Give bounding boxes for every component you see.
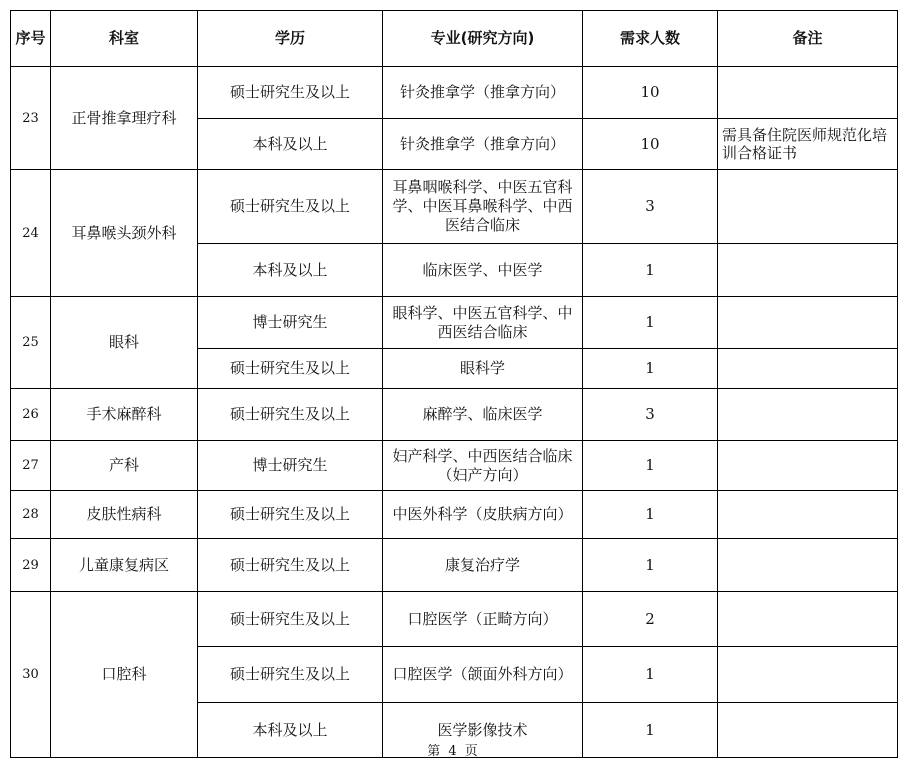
headcount: 10: [583, 67, 718, 119]
education: 硕士研究生及以上: [198, 67, 383, 119]
headcount: 2: [583, 592, 718, 647]
row-number: 27: [11, 441, 51, 491]
note: [718, 67, 898, 119]
table-row: [11, 592, 898, 647]
page-number: 第 4 页: [427, 744, 480, 759]
row-number: 26: [11, 389, 51, 441]
note: [718, 491, 898, 539]
note: [718, 297, 898, 349]
education: 硕士研究生及以上: [198, 389, 383, 441]
education: 博士研究生: [198, 441, 383, 491]
row-number: 29: [11, 539, 51, 592]
department: 手术麻醉科: [51, 389, 198, 441]
note: [718, 441, 898, 491]
header-row: [11, 11, 898, 67]
recruitment-table: [10, 10, 898, 758]
table-row: [11, 389, 898, 441]
note: [718, 539, 898, 592]
note: [718, 647, 898, 703]
note: [718, 244, 898, 297]
major: 康复治疗学: [383, 539, 583, 592]
header-no: 序号: [11, 11, 51, 67]
headcount: 1: [583, 647, 718, 703]
major: 口腔医学（颌面外科方向）: [383, 647, 583, 703]
table-row: [11, 297, 898, 349]
table-row: [11, 491, 898, 539]
row-number: 28: [11, 491, 51, 539]
table-row: [11, 539, 898, 592]
headcount: 1: [583, 703, 718, 758]
headcount: 1: [583, 297, 718, 349]
major: 耳鼻咽喉科学、中医五官科学、中医耳鼻喉科学、中西医结合临床: [383, 170, 583, 244]
department: 儿童康复病区: [51, 539, 198, 592]
major: 口腔医学（正畸方向）: [383, 592, 583, 647]
header-count: 需求人数: [583, 11, 718, 67]
education: 硕士研究生及以上: [198, 647, 383, 703]
department: 产科: [51, 441, 198, 491]
table-row: [11, 170, 898, 244]
headcount: 3: [583, 389, 718, 441]
major: 针灸推拿学（推拿方向）: [383, 119, 583, 170]
headcount: 1: [583, 539, 718, 592]
row-number: 24: [11, 170, 51, 297]
note: [718, 349, 898, 389]
note: [718, 592, 898, 647]
headcount: 10: [583, 119, 718, 170]
education: 硕士研究生及以上: [198, 592, 383, 647]
major: 眼科学: [383, 349, 583, 389]
major: 妇产科学、中西医结合临床（妇产方向）: [383, 441, 583, 491]
headcount: 3: [583, 170, 718, 244]
major: 临床医学、中医学: [383, 244, 583, 297]
education: 硕士研究生及以上: [198, 170, 383, 244]
row-number: 30: [11, 592, 51, 758]
education: 本科及以上: [198, 703, 383, 758]
header-edu: 学历: [198, 11, 383, 67]
headcount: 1: [583, 349, 718, 389]
education: 本科及以上: [198, 119, 383, 170]
note: 需具备住院医师规范化培训合格证书: [718, 119, 898, 170]
headcount: 1: [583, 491, 718, 539]
row-number: 23: [11, 67, 51, 170]
department: 耳鼻喉头颈外科: [51, 170, 198, 297]
note: [718, 389, 898, 441]
headcount: 1: [583, 441, 718, 491]
table-row: [11, 67, 898, 119]
department: 眼科: [51, 297, 198, 389]
major: 中医外科学（皮肤病方向）: [383, 491, 583, 539]
headcount: 1: [583, 244, 718, 297]
department: 正骨推拿理疗科: [51, 67, 198, 170]
table-row: [11, 441, 898, 491]
row-number: 25: [11, 297, 51, 389]
education: 硕士研究生及以上: [198, 349, 383, 389]
major: 眼科学、中医五官科学、中西医结合临床: [383, 297, 583, 349]
education: 博士研究生: [198, 297, 383, 349]
note: [718, 170, 898, 244]
education: 本科及以上: [198, 244, 383, 297]
department: 皮肤性病科: [51, 491, 198, 539]
header-major: 专业(研究方向): [383, 11, 583, 67]
education: 硕士研究生及以上: [198, 539, 383, 592]
major: 麻醉学、临床医学: [383, 389, 583, 441]
major: 针灸推拿学（推拿方向）: [383, 67, 583, 119]
header-note: 备注: [718, 11, 898, 67]
department: 口腔科: [51, 592, 198, 758]
header-dept: 科室: [51, 11, 198, 67]
major: 医学影像技术: [383, 703, 583, 758]
education: 硕士研究生及以上: [198, 491, 383, 539]
